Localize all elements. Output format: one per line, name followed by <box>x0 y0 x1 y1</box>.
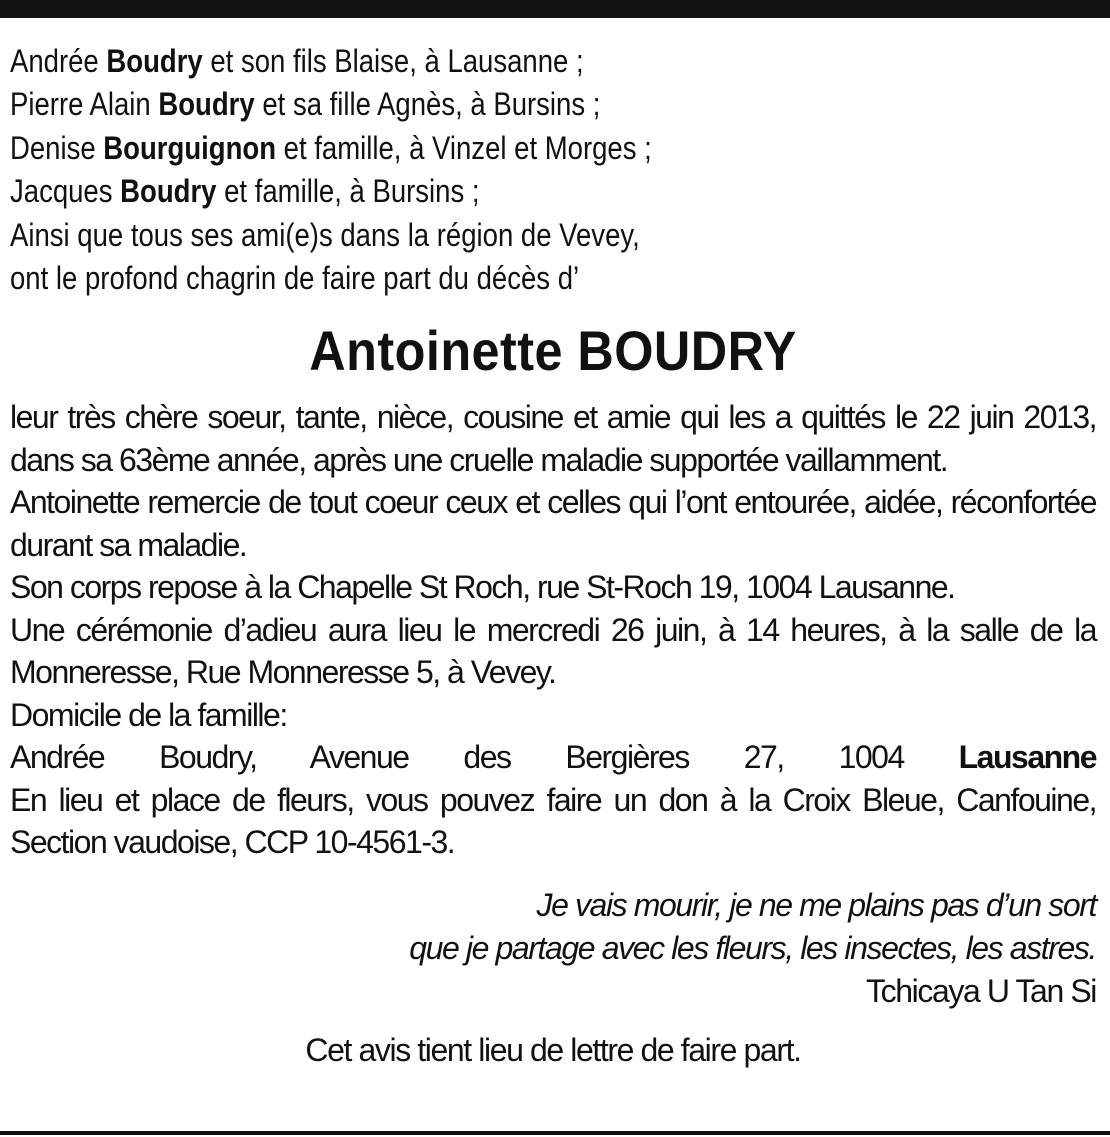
family-line-jacques <box>10 170 944 213</box>
domicile-address: Andrée Boudry, Avenue des Bergières 27, 1004 <box>10 739 904 776</box>
domicile-line <box>10 736 1096 779</box>
top-rule <box>0 0 1110 18</box>
family-last-name: Boudry <box>158 86 255 123</box>
family-line-denise <box>10 127 944 170</box>
family-line-pierre-alain <box>10 83 944 126</box>
family-first-name: Jacques <box>10 173 113 210</box>
family-first-name: Denise <box>10 129 96 166</box>
domicile-label: Domicile de la famille: <box>10 696 287 733</box>
domicile-city: Lausanne <box>958 739 1096 776</box>
epitaph <box>10 884 1096 1013</box>
family-last-name: Boudry <box>106 43 203 79</box>
deceased-name: Antoinette BOUDRY <box>309 319 797 383</box>
closing-note: Cet avis tient lieu de lettre de faire part. <box>305 1031 801 1068</box>
body-paragraph-2: Antoinette remercie de tout coeur ceux et celles qui l’ont entourée, aidée, réconfortée durant sa maladie. <box>10 484 1096 563</box>
epitaph-line-1: Je vais mourir, je ne me plains pas d’un sort <box>536 886 1096 923</box>
epitaph-author: Tchicaya U Tan Si <box>866 972 1096 1009</box>
obituary-notice <box>10 40 1096 1072</box>
body-paragraph-4: Une cérémonie d’adieu aura lieu le mercredi 26 juin, à 14 heures, à la salle de la Monneresse, Rue Monneresse 5, à Vevey. <box>10 611 1096 691</box>
epitaph-line-2: que je partage avec les fleurs, les insectes, les astres. <box>409 929 1096 966</box>
body-paragraph-1: leur très chère soeur, tante, nièce, cousine et amie qui les a quittés le 22 juin 2013, dans sa 63ème année, après une cruelle maladie supportée vaillamment. <box>10 399 1096 478</box>
intro-line-1: Ainsi que tous ses ami(e)s dans la région de Vevey, <box>10 216 640 253</box>
intro-line-2: ont le profond chagrin de faire part du décès d’ <box>10 260 580 297</box>
body-paragraph-3: Son corps repose à la Chapelle St Roch, rue St-Roch 19, 1004 Lausanne. <box>10 569 955 606</box>
family-first-name: Andrée <box>10 43 99 79</box>
family-first-name: Pierre Alain <box>10 86 151 123</box>
family-details: et famille, à Vinzel et Morges ; <box>283 129 652 166</box>
family-details: et famille, à Bursins ; <box>224 173 480 210</box>
family-last-name: Bourguignon <box>103 129 277 166</box>
bottom-rule <box>0 1131 1110 1135</box>
family-details: et son fils Blaise, à Lausanne ; <box>210 43 584 79</box>
family-details: et sa fille Agnès, à Bursins ; <box>262 86 601 123</box>
family-last-name: Boudry <box>120 173 217 210</box>
body-paragraph-5: En lieu et place de fleurs, vous pouvez faire un don à la Croix Bleue, Canfouine, Section vaudoise, CCP 10-4561-3. <box>10 781 1096 861</box>
family-line-andree <box>10 40 944 83</box>
